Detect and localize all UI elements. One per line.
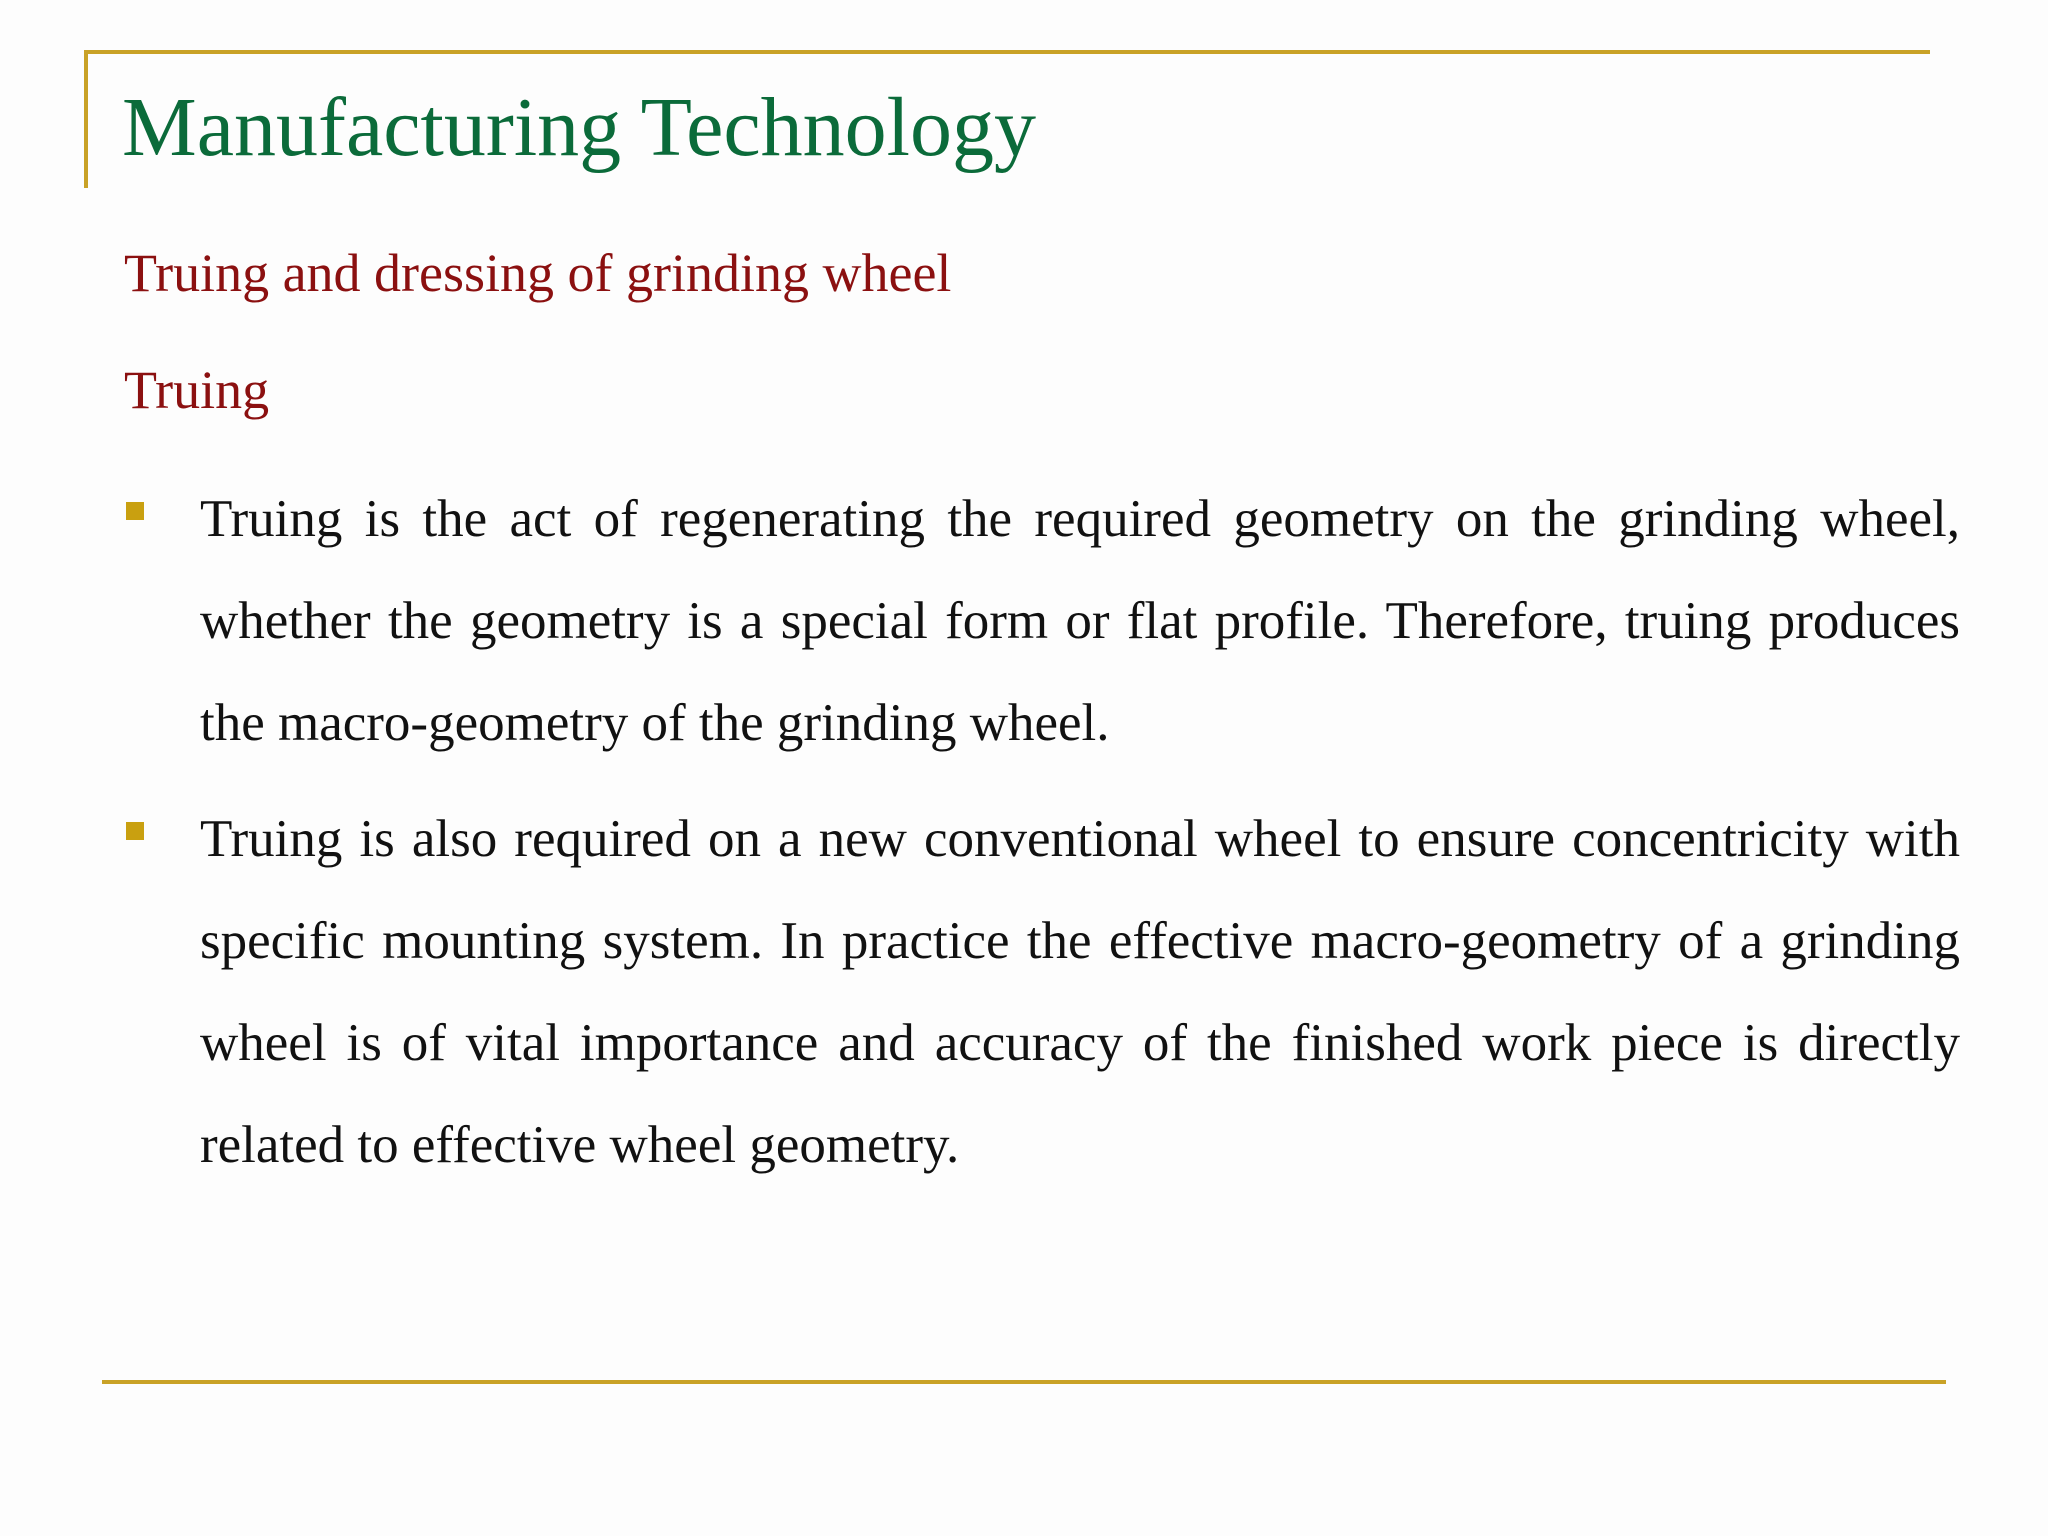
bullet-item: [124, 468, 1960, 774]
left-accent-rule: [84, 50, 88, 188]
bullet-list: [124, 468, 1960, 1210]
section-heading: Truing: [124, 360, 270, 420]
slide-subtitle: Truing and dressing of grinding wheel: [124, 243, 952, 303]
bullet-text: Truing is also required on a new conventional wheel to ensure concentricity with specific mounting system. In practice the effective macro-geometry of a grinding wheel is of vital importance and accuracy of the finished work piece is directly related to effective wheel geometry.: [200, 810, 1960, 1174]
bottom-accent-rule: [102, 1380, 1946, 1384]
bullet-text: Truing is the act of regenerating the required geometry on the grinding wheel, whether the geometry is a special form or flat profile. Therefore, truing produces the macro-geometry of the grinding wheel.: [200, 490, 1960, 752]
square-bullet-icon: [126, 502, 144, 520]
square-bullet-icon: [126, 822, 144, 840]
bullet-item: [124, 788, 1960, 1196]
slide-title: Manufacturing Technology: [122, 81, 1036, 174]
top-accent-rule: [84, 50, 1930, 54]
